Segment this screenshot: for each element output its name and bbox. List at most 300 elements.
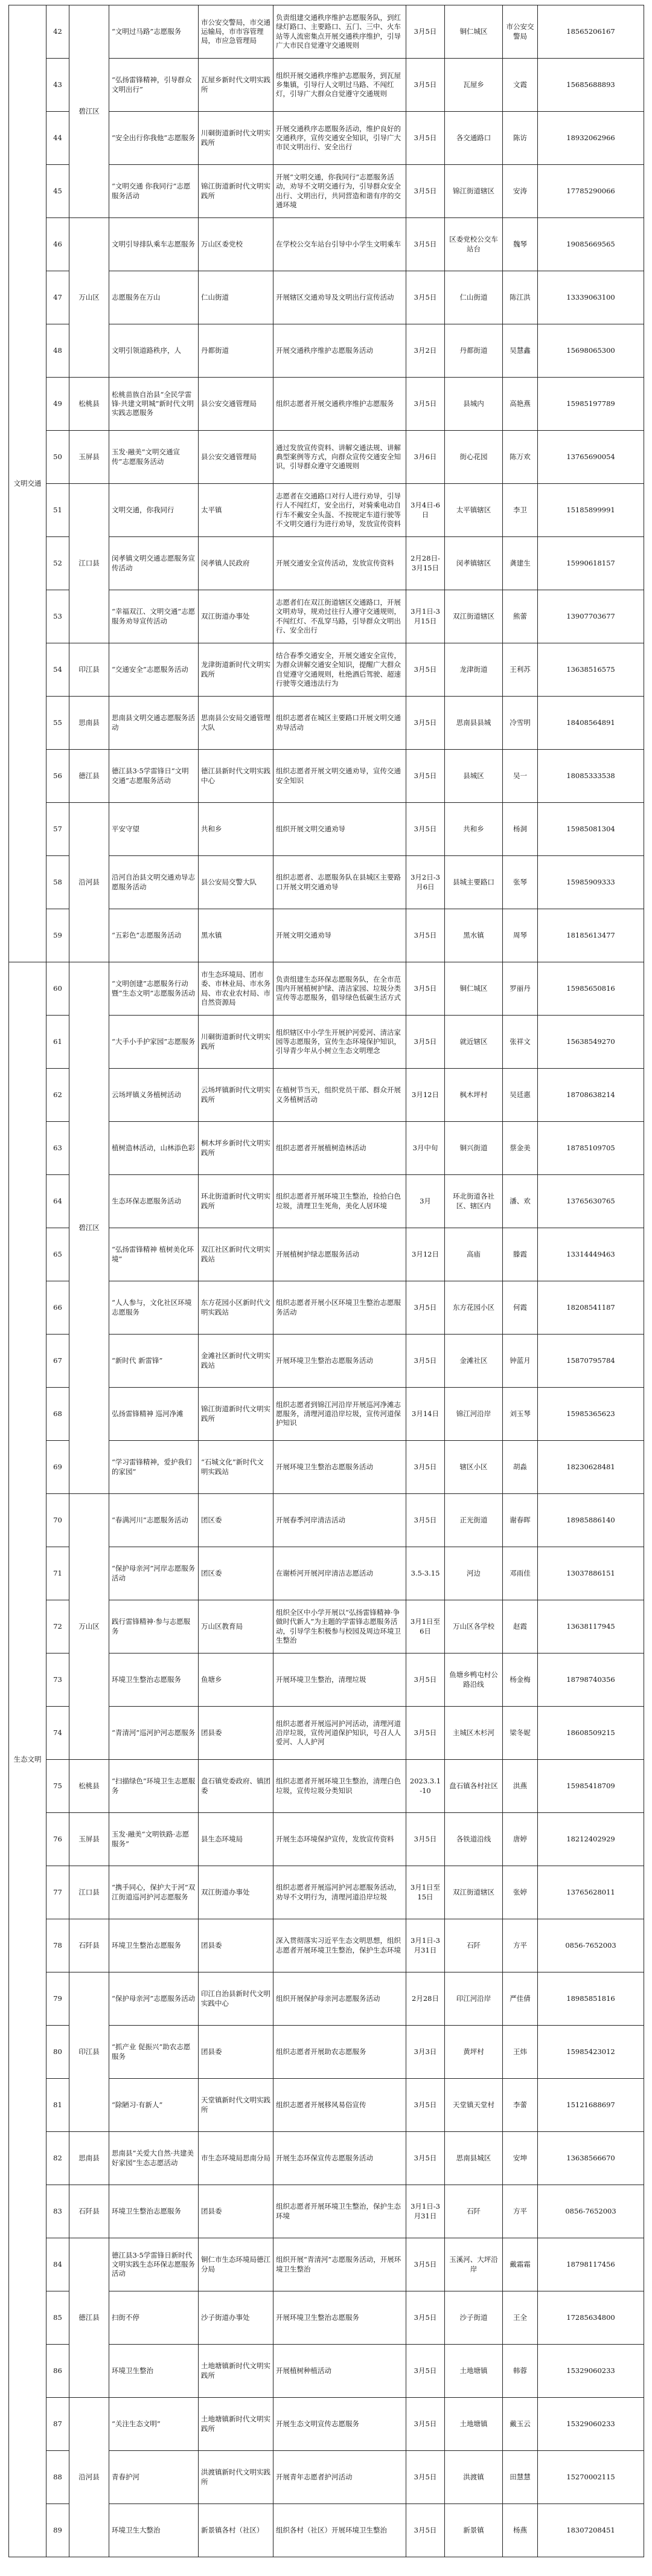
activity-name-cell: 环境卫生整治 [109,2345,199,2398]
location-cell: 环北街道各社区、辖区内 [445,1175,503,1228]
organizer-cell: 锦江街道新时代文明实践所 [199,165,273,218]
contact-person-cell: 安坤 [503,2132,538,2185]
activity-name-cell: “安全出行你我他”志愿服务 [109,112,199,165]
date-cell: 3月5日 [406,378,445,431]
phone-cell: 15985418709 [538,1760,644,1813]
date-cell: 3月5日 [406,697,445,750]
phone-cell: 18185613477 [538,909,644,962]
date-cell: 3月5日 [406,59,445,112]
county-cell: 万山区 [69,1494,109,1760]
location-cell: 高庙 [445,1228,503,1281]
content-cell: 开展环境卫生整治志愿服务活动 [273,1441,406,1494]
organizer-cell: 团县委 [199,1707,273,1760]
activity-table [8,5,644,2557]
row-number: 86 [46,2345,69,2398]
organizer-cell: 县生态环境局 [199,1813,273,1866]
activity-name-cell: “幸福双江、文明交通”志愿服务劝导宣传活动 [109,590,199,643]
phone-cell: 17785290066 [538,165,644,218]
content-cell: 志愿者们在双江街道辖区交通路口，开展文明劝导，规劝过往行人遵守交通规则，不闯红灯、不乱穿马路，引导群众文明出行、安全出行 [273,590,406,643]
contact-person-cell: 吴廷惠 [503,1069,538,1122]
contact-person-cell: 市公安交警局 [503,5,538,59]
content-cell: 志愿者在交通路口对行人进行劝导，引导行人不闯红灯，安全出行，对骑乘电动自行车不戴安全头盔、不按规定车道行驶等不文明交通行为进行劝导，发放宣传资料 [273,484,406,537]
row-number: 68 [46,1388,69,1441]
location-cell: 主城区木杉河 [445,1707,503,1760]
phone-cell: 15985650816 [538,962,644,1016]
date-cell: 2023.3.1-10 [406,1760,445,1813]
date-cell: 3月5日 [406,2132,445,2185]
date-cell: 3月5日 [406,1813,445,1866]
date-cell: 3月14日 [406,1388,445,1441]
content-cell: 结合春季交通安全，开展交通安全宣传，为群众讲解交通安全知识，提醒广大群众自觉遵守交通规则，杜绝酒后驾驶、超速行驶等交通违法行为 [273,643,406,697]
phone-cell: 18212402929 [538,1813,644,1866]
phone-cell: 15985081304 [538,803,644,856]
location-cell: 锦江河沿岸 [445,1388,503,1441]
activity-name-cell: “春满河川”志愿服务活动 [109,1494,199,1547]
county-cell: 玉屏县 [69,1813,109,1866]
organizer-cell: 盘石镇党委政府、镇团委 [199,1760,273,1813]
contact-person-cell: 方平 [503,1919,538,1972]
phone-cell: 13638566670 [538,2132,644,2185]
phone-cell: 18408564891 [538,697,644,750]
table-row [9,803,644,856]
date-cell: 3月5日 [406,909,445,962]
contact-person-cell: 蔡金美 [503,1122,538,1175]
content-cell: 组织志愿者开展环境卫生整治，捡拾白色垃圾，清理卫生死角，美化人居环境 [273,1175,406,1228]
content-cell: 开展辖区交通劝导及文明出行宣传活动 [273,271,406,324]
date-cell: 3月5日 [406,2238,445,2291]
phone-cell: 15121688697 [538,2079,644,2132]
organizer-cell: 洪渡镇新时代文明实践所 [199,2451,273,2504]
table-row [9,1494,644,1547]
content-cell: 开展春季河岸清洁活动 [273,1494,406,1547]
row-number: 57 [46,803,69,856]
phone-cell: 13638516575 [538,643,644,697]
row-number: 60 [46,962,69,1016]
organizer-cell: 鱼塘乡 [199,1653,273,1707]
date-cell: 3月5日 [406,803,445,856]
content-cell: 开展环境卫生整治，清理垃圾 [273,1653,406,1707]
table-row [9,2398,644,2451]
phone-cell: 18798117456 [538,2238,644,2291]
contact-person-cell: 唐婷 [503,1813,538,1866]
county-cell: 碧江区 [69,5,109,218]
contact-person-cell: 梁冬妮 [503,1707,538,1760]
activity-name-cell: “携手同心，保护大于河”双江街道巡河护河志愿服务 [109,1866,199,1919]
organizer-cell: 东方花园小区新时代文明实践站 [199,1281,273,1335]
date-cell: 3月5日 [406,750,445,803]
activity-name-cell: “文明过马路”志愿服务 [109,5,199,59]
row-number: 81 [46,2079,69,2132]
organizer-cell: 黑水镇 [199,909,273,962]
contact-person-cell: 吴慧鑫 [503,324,538,378]
date-cell: 3月5日 [406,2398,445,2451]
activity-name-cell: “弘扬雷锋精神 植树美化环境” [109,1228,199,1281]
phone-cell: 15329060233 [538,2398,644,2451]
organizer-cell: 思南县公安局交通管理大队 [199,697,273,750]
date-cell: 3月1日-3月15日 [406,590,445,643]
table-row [9,1813,644,1866]
location-cell: 闵孝镇辖区 [445,537,503,590]
date-cell: 3月 [406,1175,445,1228]
organizer-cell: 锦江街道新时代文明实践所 [199,1388,273,1441]
activity-name-cell: 德江县3·5学雷锋日“文明交通”志愿服务活动 [109,750,199,803]
contact-person-cell: 龚建生 [503,537,538,590]
location-cell: 土地塘镇 [445,2345,503,2398]
activity-name-cell: 志愿服务在万山 [109,271,199,324]
organizer-cell: 团县委 [199,2026,273,2079]
location-cell: 新景镇 [445,2504,503,2557]
row-number: 55 [46,697,69,750]
organizer-cell: 团区委 [199,1494,273,1547]
contact-person-cell: 陈江洪 [503,271,538,324]
content-cell: 组织志愿者开展环境卫生整治，清理白色垃圾，宣传垃圾分类知识 [273,1760,406,1813]
date-cell: 3月5日 [406,2291,445,2345]
activity-name-cell: “交通安全”志愿服务活动 [109,643,199,697]
row-number: 54 [46,643,69,697]
table-row [9,643,644,697]
organizer-cell: 环北街道新时代文明实践所 [199,1175,273,1228]
contact-person-cell: 吴一 [503,750,538,803]
phone-cell: 18708638214 [538,1069,644,1122]
location-cell: 盘石镇各村社区 [445,1760,503,1813]
contact-person-cell: 高艳燕 [503,378,538,431]
content-cell: 组织志愿者开展巡河护河活动，清理河道沿岸垃圾，宣传河道保护知识，号召人人爱河、人人护河 [273,1707,406,1760]
date-cell: 3月12日 [406,1069,445,1122]
county-cell: 印江县 [69,1972,109,2132]
organizer-cell: 市公安交警局，市交通运输局，市市容管理局，市应急管理局 [199,5,273,59]
date-cell: 3月1日-3月31日 [406,2185,445,2238]
date-cell: 3月5日 [406,271,445,324]
location-cell: 东方花园小区 [445,1281,503,1335]
contact-person-cell: 胡淼 [503,1441,538,1494]
content-cell: 组织志愿者开展植树造林活动 [273,1122,406,1175]
organizer-cell: 德江县新时代文明实践中心 [199,750,273,803]
contact-person-cell: 王利苏 [503,643,538,697]
contact-person-cell: 陈访 [503,112,538,165]
location-cell: 正光街道 [445,1494,503,1547]
content-cell: 组织志愿者、志愿服务队在县城区主要路口开展文明交通劝导 [273,856,406,909]
table-row [9,378,644,431]
table-row [9,962,644,1016]
content-cell: 组织开展文明交通劝导 [273,803,406,856]
organizer-cell: 新景镇各村（社区） [199,2504,273,2557]
organizer-cell: 太平镇 [199,484,273,537]
contact-person-cell: 谢春晖 [503,1494,538,1547]
activity-name-cell: 玉发·融美“文明交通宣传”志愿服务活动 [109,431,199,484]
date-cell: 3月3日 [406,2026,445,2079]
location-cell: 铜仁城区 [445,962,503,1016]
table-row [9,431,644,484]
location-cell: 各铁道沿线 [445,1813,503,1866]
activity-name-cell: 环境卫生大整治 [109,2504,199,2557]
activity-name-cell: “抓产业 促振兴”助农志愿服务 [109,2026,199,2079]
row-number: 85 [46,2291,69,2345]
contact-person-cell: 张婷 [503,1866,538,1919]
content-cell: 在谢桥河开展河岸清洁志愿活动 [273,1547,406,1600]
content-cell: 开展文明交通劝导 [273,909,406,962]
phone-cell: 17285634800 [538,2291,644,2345]
phone-cell: 18608509215 [538,1707,644,1760]
row-number: 88 [46,2451,69,2504]
location-cell: 街心花园 [445,431,503,484]
location-cell: 石阡 [445,2185,503,2238]
county-cell: 江口县 [69,484,109,643]
date-cell: 3月5日 [406,112,445,165]
phone-cell: 18985886140 [538,1494,644,1547]
location-cell: 玉溪河、大坪沿岸 [445,2238,503,2291]
date-cell: 3月5日 [406,1016,445,1069]
location-cell: 双江街道辖区 [445,1866,503,1919]
activity-name-cell: “保护母亲河”河岸志愿服务活动 [109,1547,199,1600]
location-cell: 辖区小区 [445,1441,503,1494]
location-cell: 共和乡 [445,803,503,856]
contact-person-cell: 杨燕 [503,2504,538,2557]
date-cell: 2月28日-3月15日 [406,537,445,590]
row-number: 73 [46,1653,69,1707]
content-cell: 开展环境卫生整治志愿服务活动 [273,1335,406,1388]
activity-name-cell: 松桃苗族自治县“全民学雷锋·共建文明城”新时代文明实践志愿服务 [109,378,199,431]
row-number: 84 [46,2238,69,2291]
row-number: 46 [46,218,69,271]
phone-cell: 18208541187 [538,1281,644,1335]
phone-cell: 13339063100 [538,271,644,324]
contact-person-cell: 安涛 [503,165,538,218]
activity-name-cell: “人人参与，文化社区环境志愿服务 [109,1281,199,1335]
content-cell: 开展交通秩序志愿服务活动，维护良好的交通秩序，宣传交通安全知识，引导广大市民文明出行、安全出行 [273,112,406,165]
location-cell: 土地塘镇 [445,2398,503,2451]
date-cell: 3月4日-6日 [406,484,445,537]
organizer-cell: 桐木坪乡新时代文明实践所 [199,1122,273,1175]
content-cell: 开展生态环境保护宣传，发放宣传资料 [273,1813,406,1866]
content-cell: 组织志愿者开展助农志愿服务 [273,2026,406,2079]
location-cell: 仁山街道 [445,271,503,324]
organizer-cell: 双江街道办事处 [199,590,273,643]
organizer-cell: 仁山街道 [199,271,273,324]
phone-cell: 15990618157 [538,537,644,590]
contact-person-cell: 严佳倩 [503,1972,538,2026]
location-cell: 锦江街道辖区 [445,165,503,218]
county-cell: 石阡县 [69,2185,109,2238]
content-cell: 组织各村（社区）开展环境卫生整治 [273,2504,406,2557]
location-cell: 鱼塘乡鸭屯村公路沿线 [445,1653,503,1707]
activity-name-cell: “五彩色”志愿服务活动 [109,909,199,962]
contact-person-cell: 何霞 [503,1281,538,1335]
activity-name-cell: 环境卫生整治志愿服务 [109,2185,199,2238]
phone-cell: 0856-7652003 [538,1919,644,1972]
contact-person-cell: 戴玉云 [503,2398,538,2451]
location-cell: 沙子街道 [445,2291,503,2345]
location-cell: 石阡 [445,1919,503,1972]
row-number: 42 [46,5,69,59]
date-cell: 3月5日 [406,2345,445,2398]
row-number: 58 [46,856,69,909]
organizer-cell: 土地塘镇新时代文明实践所 [199,2398,273,2451]
date-cell: 3月1日至6日 [406,1600,445,1653]
content-cell: 开展生态文明宣传志愿服务 [273,2398,406,2451]
date-cell: 3.5-3.15 [406,1547,445,1600]
organizer-cell: 团区委 [199,1547,273,1600]
row-number: 74 [46,1707,69,1760]
contact-person-cell: 李蕾 [503,2079,538,2132]
table-row [9,218,644,271]
content-cell: 组织开展“青清河”志愿服务活动，开展环境卫生整治 [273,2238,406,2291]
location-cell: 金滩社区 [445,1335,503,1388]
content-cell: 组织志愿者开展交通秩序维护志愿服务 [273,378,406,431]
location-cell: 县城区 [445,750,503,803]
activity-name-cell: “大手小手护家园”志愿服务 [109,1016,199,1069]
location-cell: 思南县县城 [445,697,503,750]
phone-cell: 15698065300 [538,324,644,378]
contact-person-cell: 滕霞 [503,1228,538,1281]
row-number: 76 [46,1813,69,1866]
contact-person-cell: 冷雪明 [503,697,538,750]
activity-name-cell: 沿河自治县文明交通劝导志愿服务活动 [109,856,199,909]
organizer-cell: 天堂镇新时代文明实践所 [199,2079,273,2132]
organizer-cell: 瓦屋乡新时代文明实践所 [199,59,273,112]
phone-cell: 15985423012 [538,2026,644,2079]
organizer-cell: 金滩社区新时代文明实践站 [199,1335,273,1388]
county-cell: 玉屏县 [69,431,109,484]
organizer-cell: 印江自治县新时代文明实践中心 [199,1972,273,2026]
phone-cell: 15185899991 [538,484,644,537]
organizer-cell: 丹都街道 [199,324,273,378]
row-number: 80 [46,2026,69,2079]
contact-person-cell: 熊蕾 [503,590,538,643]
contact-person-cell: 杨金梅 [503,1653,538,1707]
row-number: 50 [46,431,69,484]
content-cell: 深入贯彻落实习近平生态文明思想，组织志愿者开展环境卫生整治，保护生态环境 [273,1919,406,1972]
county-cell: 万山区 [69,218,109,378]
organizer-cell: 市生态环境局、团市委、市林业局、市水务局、市农业农村局、市自然资源局 [199,962,273,1016]
contact-person-cell: 陈万欢 [503,431,538,484]
row-number: 44 [46,112,69,165]
contact-person-cell: 李卫 [503,484,538,537]
date-cell: 3月5日 [406,1653,445,1707]
section-label: 文明交通 [9,5,46,962]
contact-person-cell: 文霞 [503,59,538,112]
activity-name-cell: “保护母亲河”志愿服务活动 [109,1972,199,2026]
table-row [9,1972,644,2026]
organizer-cell: 团县委 [199,1919,273,1972]
contact-person-cell: 张祥文 [503,1016,538,1069]
county-cell: 德江县 [69,2238,109,2398]
activity-name-cell: 青春护河 [109,2451,199,2504]
contact-person-cell: 韩蓉 [503,2345,538,2398]
phone-cell: 18307208451 [538,2504,644,2557]
content-cell: 组织全区中小学开展以“弘扬雷锋精神·争做时代新人”为主题的学雷锋志愿服务活动，引导学生积极参与校园及周边环境卫生整治 [273,1600,406,1653]
organizer-cell: 万山区委党校 [199,218,273,271]
phone-cell: 18985851816 [538,1972,644,2026]
table-row [9,697,644,750]
phone-cell: 0856-7652003 [538,2185,644,2238]
content-cell: 组织志愿者开展小区环境卫生整治志愿服务活动 [273,1281,406,1335]
activity-name-cell: 德江县3·5学雷锋日新时代文明实践生态环保志愿服务活动 [109,2238,199,2291]
table-row [9,1866,644,1919]
county-cell: 松桃县 [69,378,109,431]
content-cell: 组织志愿者开展文明交通劝导，宣传交通安全知识 [273,750,406,803]
date-cell: 3月1日-3月31日 [406,1919,445,1972]
county-cell: 印江县 [69,643,109,697]
activity-name-cell: “文明创建”志愿服务行动暨“生态文明”志愿服务活动 [109,962,199,1016]
organizer-cell: 川硐街道新时代文明实践所 [199,112,273,165]
activity-name-cell: “关注生态文明” [109,2398,199,2451]
organizer-cell: 铜仁市生态环境局德江分局 [199,2238,273,2291]
date-cell: 2月28日 [406,1972,445,2026]
location-cell: 河边 [445,1547,503,1600]
row-number: 43 [46,59,69,112]
row-number: 51 [46,484,69,537]
date-cell: 3月5日 [406,165,445,218]
row-number: 49 [46,378,69,431]
date-cell: 3月5日 [406,2504,445,2557]
table-row [9,2132,644,2185]
activity-name-cell: 环境卫生整治志愿服务 [109,1919,199,1972]
activity-name-cell: “文明交通 你我同行”志愿服务活动 [109,165,199,218]
organizer-cell: 土地塘镇新时代文明实践所 [199,2345,273,2398]
row-number: 53 [46,590,69,643]
row-number: 56 [46,750,69,803]
contact-person-cell: 潘、欢 [503,1175,538,1228]
activity-name-cell: 生态环保志愿服务活动 [109,1175,199,1228]
contact-person-cell: 洪燕 [503,1760,538,1813]
content-cell: 开展“文明交通，你我同行”志愿服务活动，劝导不文明交通行为，引导群众安全出行、文明出行，共同营造和谐有序的交通环境 [273,165,406,218]
row-number: 69 [46,1441,69,1494]
location-cell: 县城主要路口 [445,856,503,909]
activity-name-cell: 思南县文明交通志愿服务活动 [109,697,199,750]
content-cell: 在植树节当天，组织党员干部、群众开展义务植树活动 [273,1069,406,1122]
row-number: 65 [46,1228,69,1281]
activity-name-cell: 践行雷锋精神·参与志愿服务 [109,1600,199,1653]
table-row [9,5,644,59]
row-number: 62 [46,1069,69,1122]
location-cell: 洪渡镇 [445,2451,503,2504]
table-row [9,1760,644,1813]
row-number: 72 [46,1600,69,1653]
phone-cell: 18565206167 [538,5,644,59]
contact-person-cell: 张琴 [503,856,538,909]
location-cell: 就近辖区 [445,1016,503,1069]
county-cell: 江口县 [69,1866,109,1919]
organizer-cell: 县公安交通管理局 [199,431,273,484]
table-row [9,2238,644,2291]
content-cell: 通过发放宣传资料、讲解交通法规、讲解典型案例等方式，向群众宣传交通安全知识，引导群众遵守交通规则 [273,431,406,484]
content-cell: 在学校公交车站台引导中小学生文明乘车 [273,218,406,271]
organizer-cell: “石城文化”新时代文明实践站 [199,1441,273,1494]
content-cell: 组织开展交通秩序维护志愿服务，到瓦屋乡集镇，引导行人文明过马路、不闯红灯，引导广大群众自觉遵守交通规则 [273,59,406,112]
row-number: 45 [46,165,69,218]
location-cell: 枫木坪村 [445,1069,503,1122]
content-cell: 开展青年志愿者护河活动 [273,2451,406,2504]
phone-cell: 13037886151 [538,1547,644,1600]
county-cell: 松桃县 [69,1760,109,1813]
phone-cell: 18085333538 [538,750,644,803]
phone-cell: 15870795784 [538,1335,644,1388]
row-number: 79 [46,1972,69,2026]
content-cell: 组织志愿者开展巡河护河志愿服务活动，劝导不文明行为，清理河道沿岸垃圾 [273,1866,406,1919]
row-number: 63 [46,1122,69,1175]
row-number: 87 [46,2398,69,2451]
organizer-cell: 市生态环境局思南分局 [199,2132,273,2185]
activity-name-cell: “弘扬雷锋精神，引导群众文明出行” [109,59,199,112]
county-cell: 思南县 [69,697,109,750]
contact-person-cell: 杨洞 [503,803,538,856]
county-cell: 碧江区 [69,962,109,1494]
location-cell: 黄坪村 [445,2026,503,2079]
contact-person-cell: 戴霜霜 [503,2238,538,2291]
contact-person-cell: 赵霞 [503,1600,538,1653]
date-cell: 3月5日 [406,218,445,271]
organizer-cell: 共和乡 [199,803,273,856]
